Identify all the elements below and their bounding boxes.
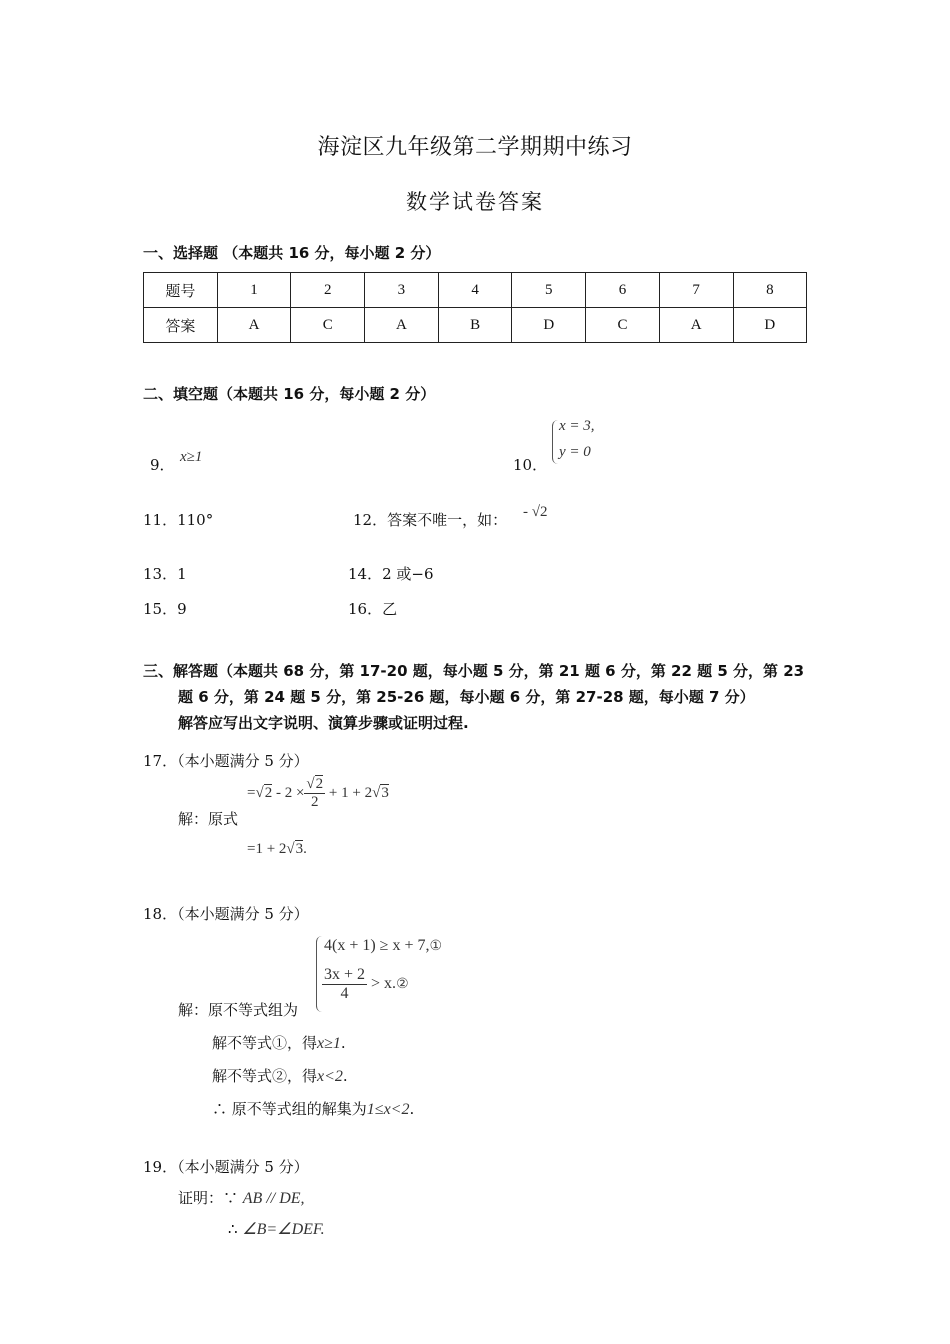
table-cell: 3 <box>365 273 439 308</box>
section-3-heading-line1: 三、解答题（本题共 68 分，第 17-20 题，每小题 5 分，第 21 题 6 分，第 22 题 5 分，第 23 <box>143 662 805 680</box>
q9-number: 9． <box>150 456 175 474</box>
q10-line1: x = 3, <box>559 418 595 434</box>
table-cell: A <box>365 308 439 343</box>
table-cell: 6 <box>586 273 660 308</box>
q18-frac-den: 4 <box>340 985 349 1002</box>
table-cell: 7 <box>659 273 733 308</box>
q17-line1-plus: + 1 + 2 <box>325 784 373 801</box>
table-cell: 8 <box>733 273 807 308</box>
q18-step1 <box>212 1032 346 1053</box>
q17-label: 解：原式 <box>178 810 239 828</box>
q10-number: 10． <box>513 456 548 474</box>
table-cell: 1 <box>217 273 291 308</box>
circled-one-icon: ① <box>429 939 443 954</box>
table-cell: B <box>438 308 512 343</box>
table-cell: 4 <box>438 273 512 308</box>
q18-step2-math: x<2 <box>317 1068 343 1085</box>
sqrt-icon: √ <box>286 841 295 857</box>
q18-label: 解：原不等式组为 <box>178 1001 299 1019</box>
table-cell: A <box>659 308 733 343</box>
q17-title: 17．（本小题满分 5 分） <box>143 752 309 770</box>
q18-step2 <box>212 1065 348 1086</box>
section-3-heading-line2: 题 6 分，第 24 题 5 分，第 25-26 题，每小题 6 分，第 27-28 题，每小题 7 分） <box>178 688 755 706</box>
q18-title: 18．（本小题满分 5 分） <box>143 905 309 923</box>
q19-line1 <box>178 1187 305 1208</box>
sqrt-icon: √ <box>372 784 381 801</box>
q9-answer: x≥1 <box>180 449 203 465</box>
q19-line1-label: 证明：∵ <box>178 1189 243 1207</box>
q18-step3-math: 1≤x<2 <box>366 1101 410 1118</box>
q18-ineq2-rest: > x. <box>371 975 397 993</box>
q18-step1-text: 解不等式①，得 <box>212 1034 318 1052</box>
sqrt-icon: √ <box>255 784 264 801</box>
table-row <box>144 273 807 308</box>
table-cell: D <box>512 308 586 343</box>
q17-fraction <box>304 776 325 811</box>
section-2-heading: 二、填空题（本题共 16 分，每小题 2 分） <box>143 385 436 403</box>
q10-brace <box>552 420 559 464</box>
q18-step3-end: . <box>409 1100 415 1118</box>
q17-line1-root3: 3 <box>381 784 389 801</box>
answer-table <box>143 272 807 343</box>
q17-line2-root: 3 <box>295 841 304 857</box>
q18-ineq2 <box>322 966 409 1003</box>
q18-step3-text: ∴ 原不等式组的解集为 <box>212 1100 367 1118</box>
q17-line1-root: 2 <box>264 784 273 801</box>
sqrt-icon: √ <box>306 776 315 792</box>
table-cell: A <box>217 308 291 343</box>
q12-text: 12．答案不唯一，如： <box>353 511 508 529</box>
q18-frac-num: 3x + 2 <box>324 966 366 983</box>
q12-math: - √2 <box>523 504 548 520</box>
table-cell: C <box>586 308 660 343</box>
q17-line2-end: . <box>303 841 307 857</box>
q18-step3 <box>212 1098 414 1119</box>
q19-line2-label: ∴ <box>228 1220 243 1238</box>
table-cell: 5 <box>512 273 586 308</box>
q18-fraction <box>322 966 367 1003</box>
q18-ineq1 <box>324 937 442 955</box>
page-title: 海淀区九年级第二学期期中练习 <box>317 135 633 160</box>
q19-line2 <box>228 1219 325 1239</box>
table-cell: 题号 <box>144 273 218 308</box>
page-subtitle: 数学试卷答案 <box>406 190 544 214</box>
q15-answer: 15．9 <box>143 600 187 618</box>
q18-step1-end: . <box>340 1034 346 1052</box>
section-1-heading: 一、选择题 （本题共 16 分，每小题 2 分） <box>143 244 441 262</box>
q10-line2: y = 0 <box>559 444 591 460</box>
q17-frac-den: 2 <box>311 794 319 810</box>
q17-line1 <box>247 776 389 811</box>
q16-answer: 16．乙 <box>348 600 398 618</box>
q19-title: 19．（本小题满分 5 分） <box>143 1158 309 1176</box>
q18-ineq1-expr: 4(x + 1) ≥ x + 7, <box>324 937 430 954</box>
q11-answer: 11．110° <box>143 511 214 529</box>
section-3-heading-line3: 解答应写出文字说明、演算步骤或证明过程. <box>178 714 469 732</box>
q18-step1-math: x≥1 <box>317 1035 341 1052</box>
q17-line1-minus: - 2 × <box>272 784 305 801</box>
q18-step2-end: . <box>342 1067 348 1085</box>
q17-frac-num: 2 <box>315 776 324 792</box>
q19-line1-math: AB // DE, <box>242 1190 305 1207</box>
q14-answer: 14．2 或−6 <box>348 565 434 583</box>
q19-line2-math: ∠B=∠DEF. <box>242 1221 325 1238</box>
q17-line2 <box>247 841 307 858</box>
table-row <box>144 308 807 343</box>
table-cell: 2 <box>291 273 365 308</box>
q18-step2-text: 解不等式②，得 <box>212 1067 318 1085</box>
table-cell: 答案 <box>144 308 218 343</box>
q13-answer: 13．1 <box>143 565 187 583</box>
q17-line1-eq: = <box>247 784 256 801</box>
circled-two-icon: ② <box>396 977 409 993</box>
table-cell: D <box>733 308 807 343</box>
q17-line2-eq: =1 + 2 <box>247 841 287 857</box>
table-cell: C <box>291 308 365 343</box>
